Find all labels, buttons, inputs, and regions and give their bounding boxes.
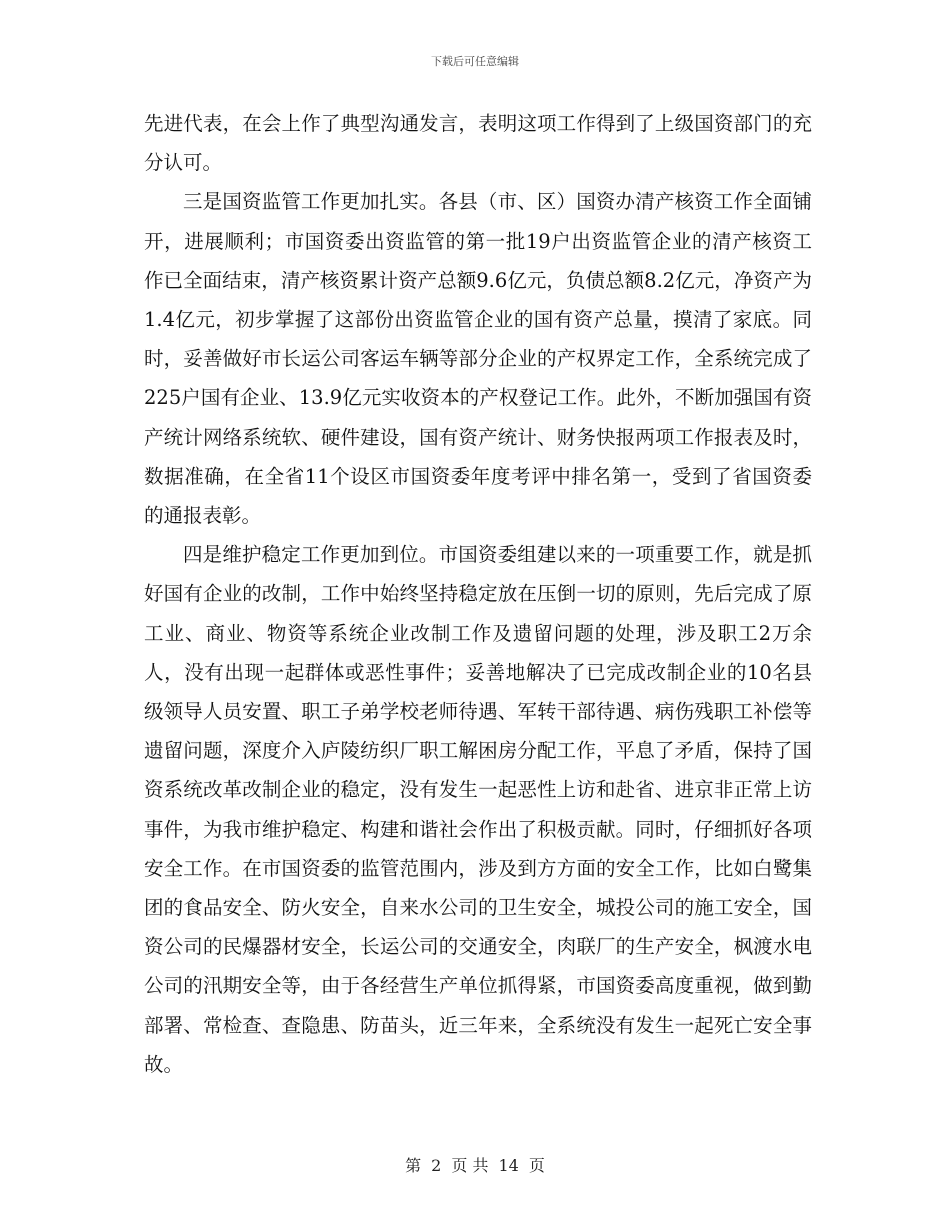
page-current: 2 xyxy=(431,1156,442,1175)
paragraph-state-asset-supervision: 三是国资监管工作更加扎实。各县（市、区）国资办清产核资工作全面铺开，进展顺利；市国资委出资监管的第一批19户出资监管企业的清产核资工作已全面结束，清产核资累计资产总额9.6亿元，负债总额8.2亿元，净资产为1.4亿元，初步掌握了这部份出资监管企业的国有资产总量，摸清了家底。同时，妥善做好市长运公司客运车辆等部分企业的产权界定工作，全系统完成了225户国有企业、13.9亿元实收资本的产权登记工作。此外，不断加强国有资产统计网络系统软、硬件建设，国有资产统计、财务快报两项工作报表及时，数据准确，在全省11个设区市国资委年度考评中排名第一，受到了省国资委的通报表彰。 xyxy=(144,190,812,528)
page-total: 14 xyxy=(498,1156,519,1175)
page-prefix: 第 xyxy=(405,1156,422,1175)
page-header-note: 下载后可任意编辑 xyxy=(431,55,519,68)
page-number-footer xyxy=(0,1153,950,1176)
paragraph-stability-maintenance: 四是维护稳定工作更加到位。市国资委组建以来的一项重要工作，就是抓好国有企业的改制，工作中始终坚持稳定放在压倒一切的原则，先后完成了原工业、商业、物资等系统企业改制工作及遗留问题的处理，涉及职工2万余人，没有出现一起群体或恶性事件；妥善地解决了已完成改制企业的10名县级领导人员安置、职工子弟学校老师待遇、军转干部待遇、病伤残职工补偿等遗留问题，深度介入庐陵纺织厂职工解困房分配工作，平息了矛盾，保持了国资系统改革改制企业的稳定，没有发生一起恶性上访和赴省、进京非正常上访事件，为我市维护稳定、构建和谐社会作出了积极贡献。同时，仔细抓好各项安全工作。在市国资委的监管范围内，涉及到方方面的安全工作，比如白鹭集团的食品安全、防火安全，自来水公司的卫生安全，城投公司的施工安全，国资公司的民爆器材安全，长运公司的交通安全，肉联厂的生产安全，枫渡水电公司的汛期安全等，由于各经营生产单位抓得紧，市国资委高度重视，做到勤部署、常检查、查隐患、防苗头，近三年来，全系统没有发生一起死亡安全事故。 xyxy=(144,543,812,1076)
page-suffix: 页 xyxy=(528,1156,545,1175)
document-body xyxy=(144,104,812,1084)
page-middle: 页 共 xyxy=(451,1156,489,1175)
paragraph-continuation: 先进代表，在会上作了典型沟通发言，表明这项工作得到了上级国资部门的充分认可。 xyxy=(144,112,812,175)
